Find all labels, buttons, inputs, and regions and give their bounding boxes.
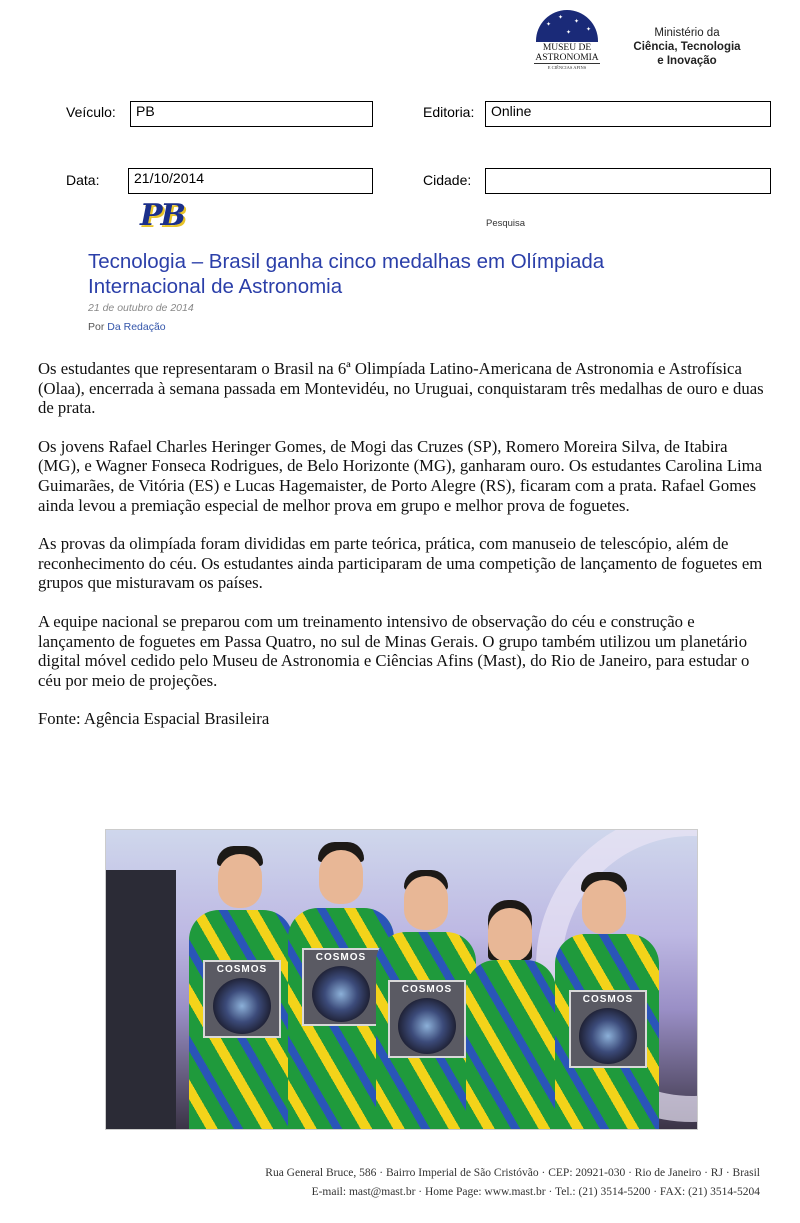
museum-logo-subtitle: E CIÊNCIAS AFINS [547,65,587,70]
cidade-label: Cidade: [423,172,472,188]
museum-logo-name: MUSEU DE ASTRONOMIA [535,43,599,63]
museum-logo [528,10,606,78]
observatory-dome-icon: ✦ ✦ ✦ ✦ ✦ [536,10,598,42]
photo-student-1 [181,840,301,1130]
veiculo-label: Veículo: [66,104,116,120]
article-source: Fonte: Agência Espacial Brasileira [38,709,270,729]
editoria-label: Editoria: [423,104,475,120]
cosmos-book-2: COSMOS [302,948,380,1026]
article-body [38,359,768,748]
footer-address [150,1164,760,1202]
veiculo-field: PB [130,101,373,127]
article-date: 21 de outubro de 2014 [88,302,194,314]
cidade-field [485,168,771,194]
pb-logo: PB [140,198,184,233]
article-headline: Tecnologia – Brasil ganha cinco medalhas em Olímpiada Internacional de Astronomia [88,250,605,298]
article-byline [88,321,166,333]
data-field: 21/10/2014 [128,168,373,194]
cosmos-book-3: COSMOS [388,980,466,1058]
article-paragraph-2: Os jovens Rafael Charles Heringer Gomes, de Mogi das Cruzes (SP), Romero Moreira Silva, de Itabira (MG), e Wagner Fonseca Rodrigues, de Belo Horizonte (MG), ganharam ouro. Os estudantes Carolina Lima Guimarães, de Vitória (ES) e Lucas Hagemaister, de Porto Alegre (RS), ficaram com a prata. Rafael Gomes ainda levou a premiação especial de melhor prova em grupo e melhor prova de foguetes. [38,436,763,515]
footer-line-2: E-mail: mast@mast.br · Home Page: www.mast.br · Tel.: (21) 3514-5200 · FAX: (21) 3514-5204 [311,1186,760,1198]
byline-author: Da Redação [107,321,166,333]
article-paragraph-1: Os estudantes que representaram o Brasil na 6ª Olimpíada Latino-Americana de Astronomia e Astrofísica (Olaa), encerrada à semana passada em Montevidéu, no Uruguai, conquistaram três medalhas de ouro e duas de prata. [38,359,764,418]
pesquisa-label: Pesquisa [486,218,526,229]
photo-student-4 [466,900,556,1130]
museum-logo-divider [534,63,600,64]
cosmos-book-5: COSMOS [569,990,647,1068]
ministry-logo-text: Ministério da Ciência, Tecnologia e Inovação [633,27,741,67]
photo-student-5 [551,870,661,1130]
cosmos-book-1: COSMOS [203,960,281,1038]
article-paragraph-3: As provas da olimpíada foram divididas em parte teórica, prática, com manuseio de telescópio, além de reconhecimento do céu. Os estudantes ainda participaram de uma competição de lançamento de foguetes em grupos que misturavam os países. [38,534,763,593]
data-label: Data: [66,172,100,188]
article-paragraph-4: A equipe nacional se preparou com um treinamento intensivo de observação do céu e construção e lançamento de foguetes em Passa Quatro, no sul de Minas Gerais. O grupo também utilizou um planetário digital móvel cedido pelo Museu de Astronomia e Ciências Afins (Mast), do Rio de Janeiro, para estudar o céu por meio de projeções. [38,611,750,690]
footer-line-1: Rua General Bruce, 586 · Bairro Imperial de São Cristóvão · CEP: 20921-030 · Rio de Janeiro · RJ · Brasil [265,1167,760,1179]
photo-background-person [106,870,176,1130]
byline-prefix: Por [88,321,105,333]
article-photo [105,829,698,1130]
editoria-field: Online [485,101,771,127]
photo-student-3 [376,870,476,1130]
